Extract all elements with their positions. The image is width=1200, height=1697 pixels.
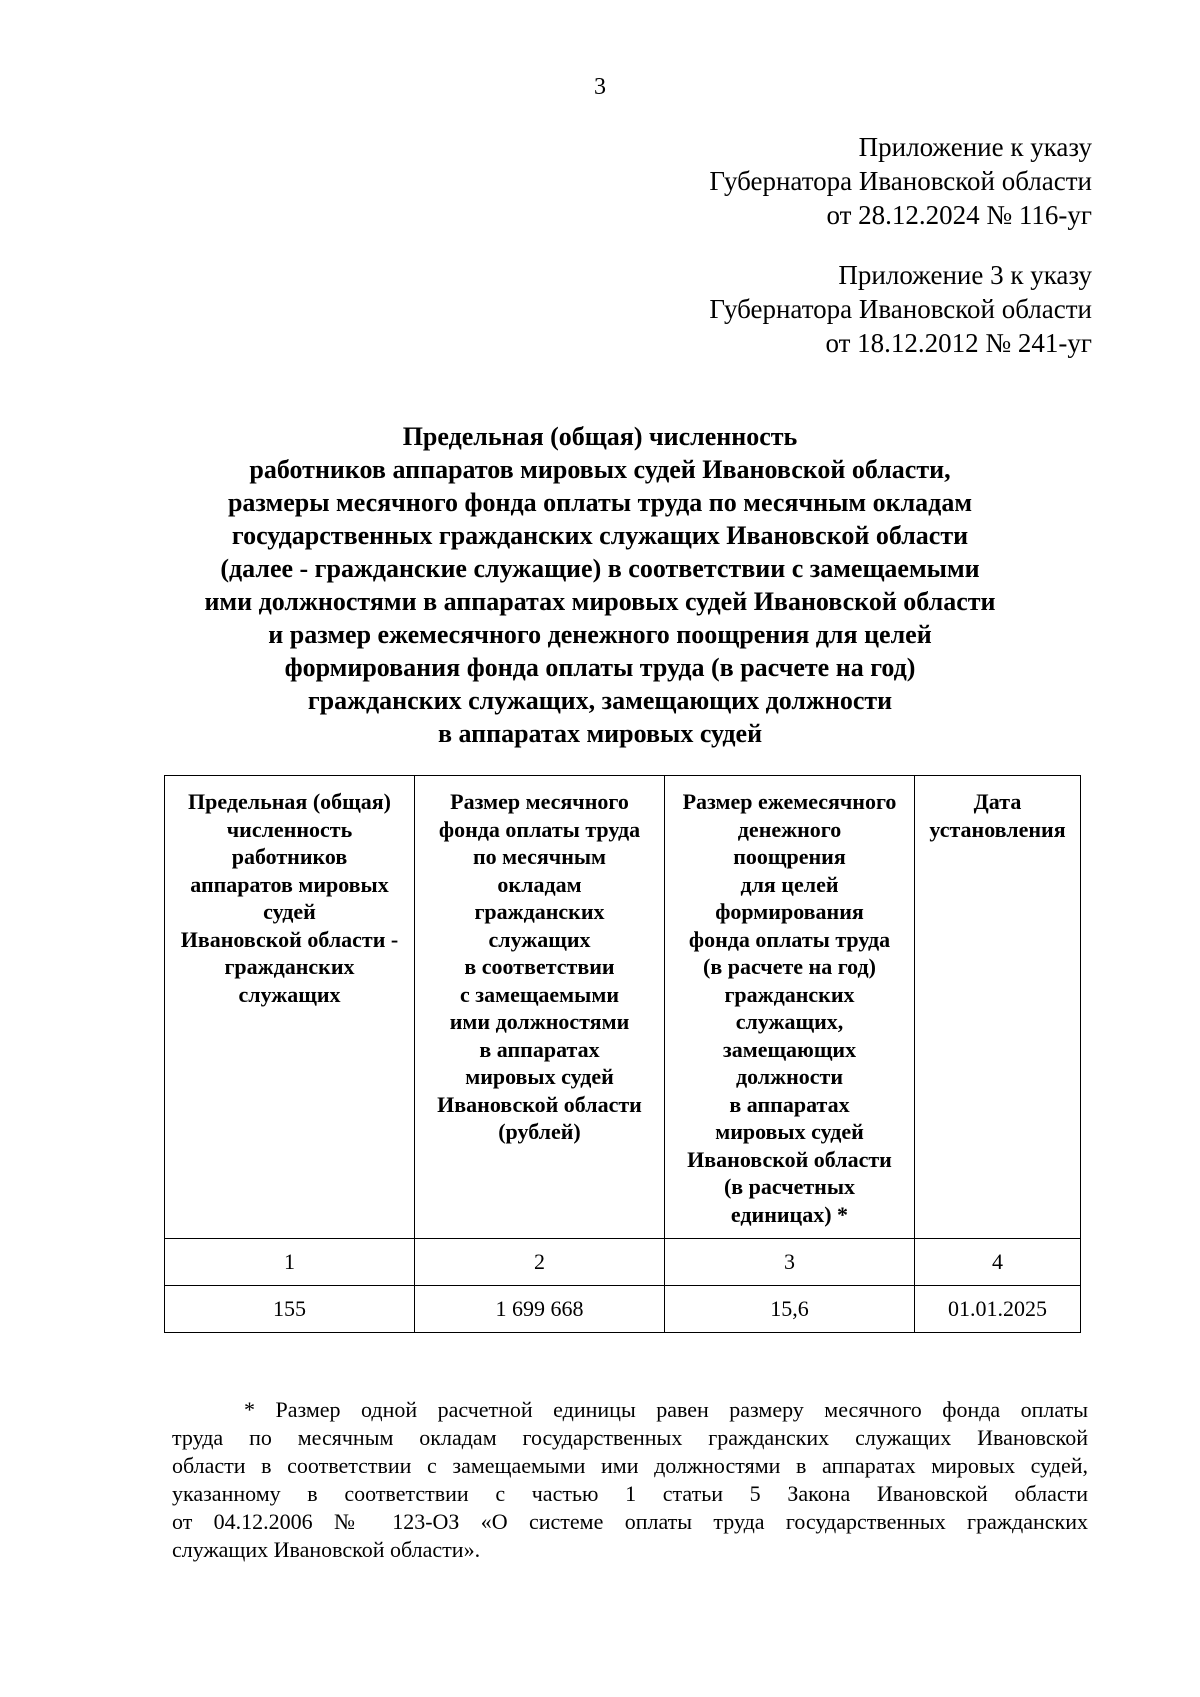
header-line: гражданских <box>474 899 605 924</box>
header-monthly-bonus <box>665 776 915 1239</box>
header-line: Размер ежемесячного <box>682 789 897 814</box>
header-line: Ивановской области <box>687 1146 892 1172</box>
title-line: работников аппаратов мировых судей Ивановской области, <box>249 455 951 484</box>
header-line: установления <box>929 816 1066 842</box>
appendix-reference-original <box>709 258 1092 360</box>
header-line: Размер месячного <box>450 789 629 814</box>
header-line: судей <box>263 899 316 924</box>
appendix-line: Губернатора Ивановской области <box>709 166 1092 196</box>
header-line: гражданских <box>724 981 855 1007</box>
header-line: формирования <box>715 899 864 924</box>
header-line: фонда оплаты труда <box>438 816 641 842</box>
header-line: служащих <box>238 981 341 1007</box>
header-line: служащих, <box>735 1009 844 1034</box>
appendix-line: от 28.12.2024 № 116-уг <box>826 200 1092 230</box>
footnote-line: области в соответствии с замещаемыми ими должностями в аппаратах мировых судей, <box>172 1453 1088 1478</box>
footnote-line: указанному в соответствии с частью 1 статьи 5 Закона Ивановской области <box>172 1481 1088 1506</box>
header-line: Ивановской области <box>437 1091 642 1117</box>
title-line: гражданских служащих, замещающих должности <box>307 686 893 715</box>
footnote-line: от 04.12.2006 № 123-ОЗ «О системе оплаты труда государственных гражданских <box>172 1509 1088 1534</box>
header-line: поощрения <box>733 844 846 869</box>
header-line: Предельная (общая) <box>188 789 391 814</box>
title-line: (далее - гражданские служащие) в соответствии с замещаемыми <box>220 554 980 583</box>
header-line: аппаратов мировых <box>190 871 389 897</box>
header-line: должности <box>735 1064 844 1089</box>
title-line: в аппаратах мировых судей <box>437 719 763 748</box>
footnote <box>172 1396 1088 1564</box>
table-row <box>165 1286 1081 1333</box>
appendix-line: Губернатора Ивановской области <box>709 294 1092 324</box>
column-number: 4 <box>915 1239 1081 1286</box>
column-number: 1 <box>165 1239 415 1286</box>
header-line: в соответствии <box>464 954 615 979</box>
appendix-reference-current <box>709 130 1092 232</box>
header-staff-count <box>165 776 415 1239</box>
cell-effective-date: 01.01.2025 <box>915 1286 1081 1333</box>
appendix-line: Приложение 3 к указу <box>838 260 1092 290</box>
title-line: Предельная (общая) численность <box>402 422 798 451</box>
column-number-row <box>165 1239 1081 1286</box>
title-line: формирования фонда оплаты труда (в расчете на год) <box>284 653 916 682</box>
appendix-line: от 18.12.2012 № 241-уг <box>825 328 1092 358</box>
header-line: в аппаратах <box>729 1091 850 1117</box>
title-line: размеры месячного фонда оплаты труда по месячным окладам <box>227 488 973 517</box>
title-line: государственных гражданских служащих Ивановской области <box>231 521 969 550</box>
title-line: и размер ежемесячного денежного поощрения для целей <box>268 620 932 649</box>
staffing-table <box>164 775 1081 1333</box>
header-line: замещающих <box>722 1036 857 1062</box>
header-line: (рублей) <box>498 1119 581 1144</box>
footnote-line: служащих Ивановской области». <box>172 1537 481 1562</box>
appendix-line: Приложение к указу <box>858 132 1092 162</box>
page-number: 3 <box>594 74 606 100</box>
header-line: единицах) * <box>730 1201 849 1227</box>
header-line: работников <box>231 844 348 869</box>
column-number: 3 <box>665 1239 915 1286</box>
header-line: с замещаемыми <box>459 981 620 1007</box>
header-line: гражданских <box>224 954 355 979</box>
footnote-line: труда по месячным окладам государственных гражданских служащих Ивановской <box>172 1425 1088 1450</box>
header-line: денежного <box>737 816 842 842</box>
header-line: мировых судей <box>715 1119 864 1144</box>
header-line: Дата <box>973 789 1022 814</box>
cell-staff-count: 155 <box>165 1286 415 1333</box>
header-line: мировых судей <box>465 1064 614 1089</box>
header-line: для целей <box>740 871 839 897</box>
header-line: фонда оплаты труда <box>688 926 891 952</box>
header-line: Ивановской области - <box>180 926 399 952</box>
header-line: численность <box>226 816 353 842</box>
footnote-line: * Размер одной расчетной единицы равен размеру месячного фонда оплаты <box>244 1397 1088 1422</box>
document-title <box>130 420 1070 750</box>
header-monthly-fund <box>415 776 665 1239</box>
header-line: окладам <box>497 871 582 897</box>
header-line: служащих <box>488 926 591 952</box>
title-line: ими должностями в аппаратах мировых судей Ивановской области <box>204 587 996 616</box>
cell-monthly-fund: 1 699 668 <box>415 1286 665 1333</box>
column-number: 2 <box>415 1239 665 1286</box>
cell-monthly-bonus: 15,6 <box>665 1286 915 1333</box>
header-line: в аппаратах <box>479 1036 600 1062</box>
table-header-row <box>165 776 1081 1239</box>
header-line: по месячным <box>472 844 607 869</box>
header-line: (в расчетных <box>723 1174 856 1199</box>
header-line: (в расчете на год) <box>703 954 876 979</box>
header-line: ими должностями <box>449 1009 630 1034</box>
header-effective-date <box>915 776 1081 1239</box>
